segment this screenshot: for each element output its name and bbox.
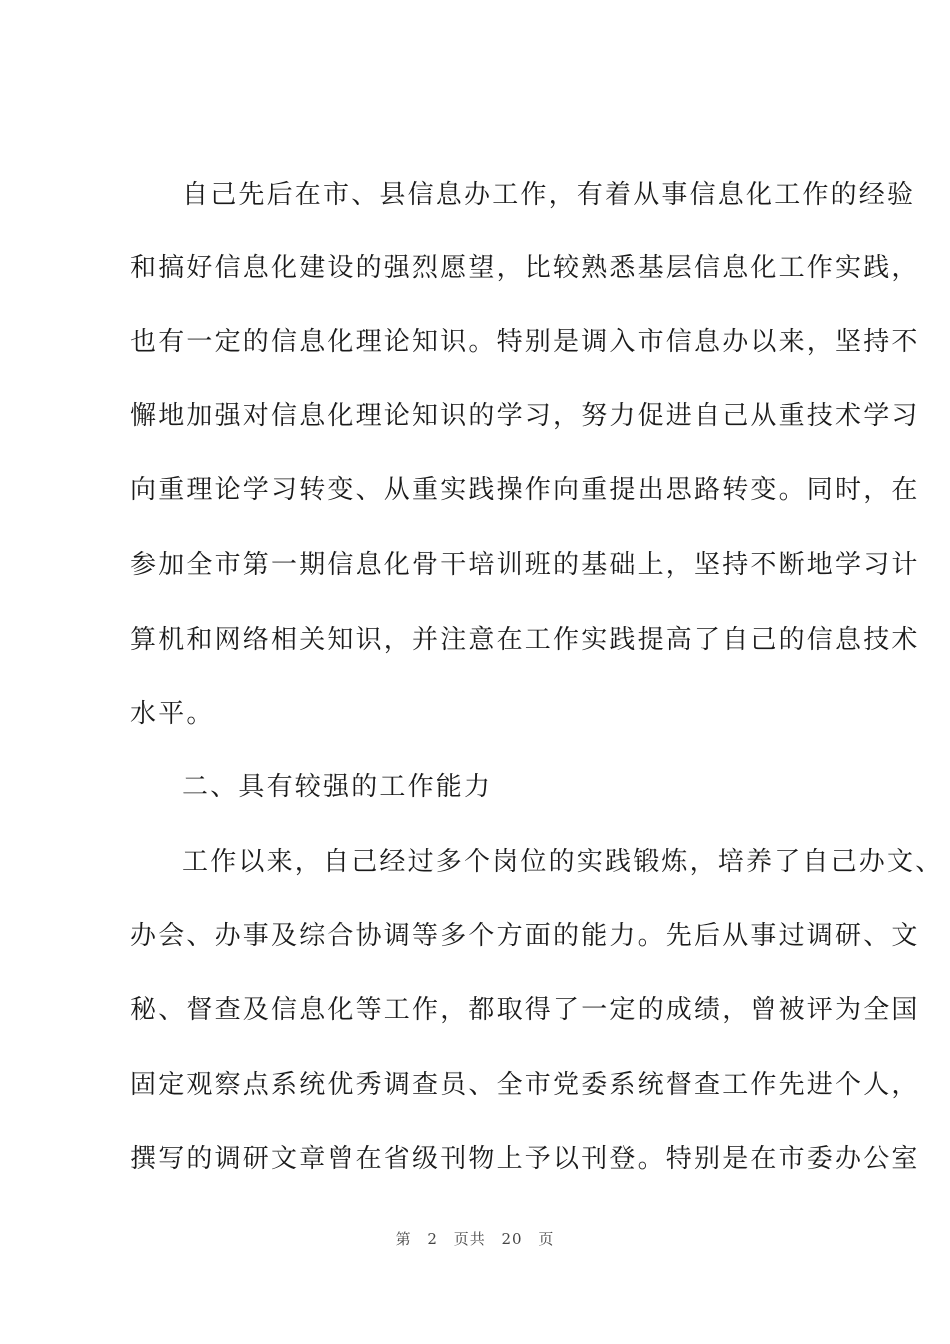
paragraph-line: 办会、办事及综合协调等多个方面的能力。先后从事过调研、文: [130, 921, 920, 951]
paragraph-line: 算机和网络相关知识，并注意在工作实践提高了自己的信息技术: [130, 625, 920, 655]
paragraph-line: 向重理论学习转变、从重实践操作向重提出思路转变。同时，在: [130, 475, 920, 505]
paragraph-line: 秘、督查及信息化等工作，都取得了一定的成绩，曾被评为全国: [130, 995, 920, 1025]
paragraph-line: 懈地加强对信息化理论知识的学习，努力促进自己从重技术学习: [130, 401, 920, 431]
page-number-footer: 第 2 页共 20 页: [395, 1230, 555, 1248]
paragraph-line: 自己先后在市、县信息办工作，有着从事信息化工作的经验: [182, 180, 916, 210]
paragraph-line: 水平。: [130, 699, 215, 729]
paragraph-line: 也有一定的信息化理论知识。特别是调入市信息办以来，坚持不: [130, 327, 920, 357]
paragraph-line: 参加全市第一期信息化骨干培训班的基础上，坚持不断地学习计: [130, 550, 920, 580]
paragraph-line: 和搞好信息化建设的强烈愿望，比较熟悉基层信息化工作实践，: [130, 253, 920, 283]
paragraph-line: 撰写的调研文章曾在省级刊物上予以刊登。特别是在市委办公室: [130, 1144, 920, 1174]
paragraph-line: 固定观察点系统优秀调查员、全市党委系统督查工作先进个人，: [130, 1070, 920, 1100]
paragraph-line: 工作以来，自己经过多个岗位的实践锻炼，培养了自己办文、: [182, 847, 944, 877]
section-heading: 二、具有较强的工作能力: [182, 772, 493, 802]
